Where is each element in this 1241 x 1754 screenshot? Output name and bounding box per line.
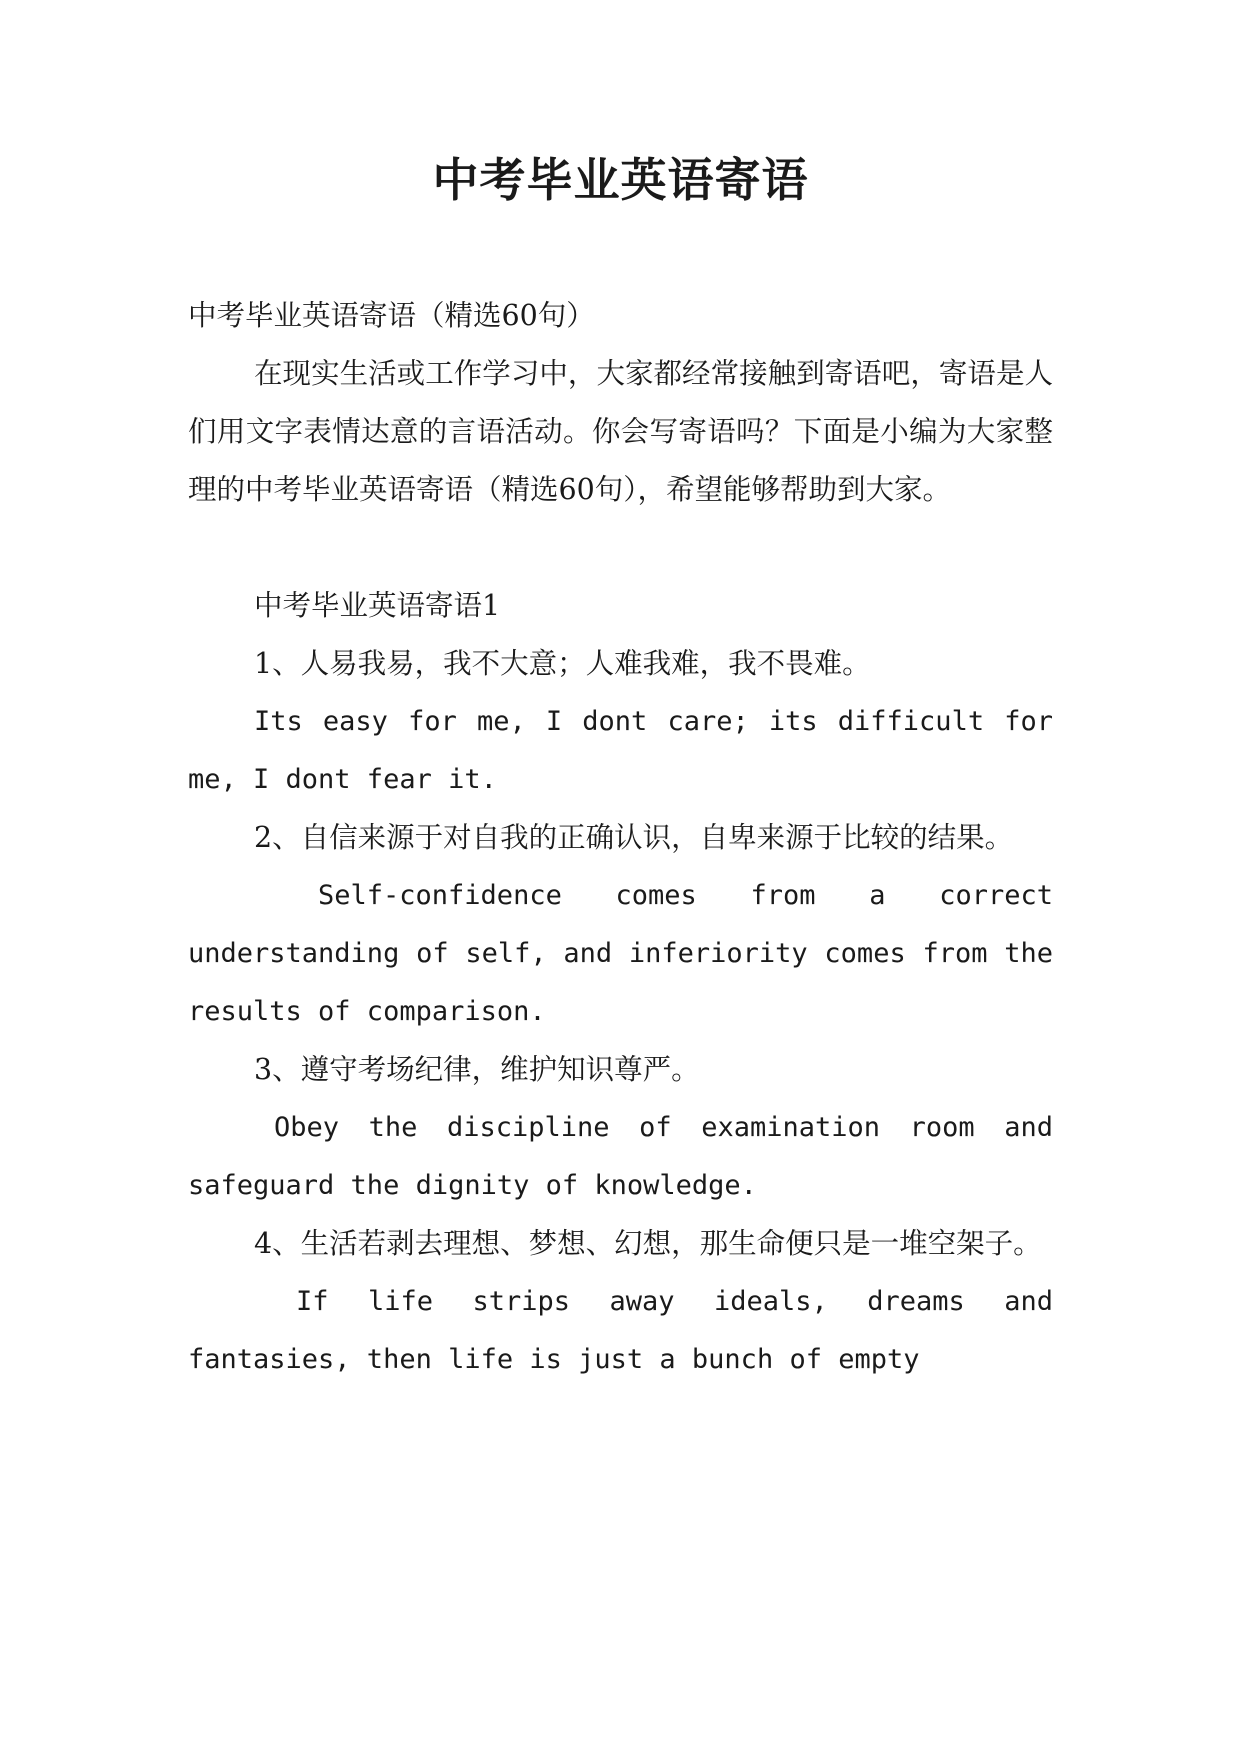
intro-paragraph: 在现实生活或工作学习中，大家都经常接触到寄语吧，寄语是人们用文字表情达意的言语活动。你会写寄语吗？下面是小编为大家整理的中考毕业英语寄语（精选60句），希望能够帮助到大家。 xyxy=(188,357,1053,506)
document-subtitle: 中考毕业英语寄语（精选60句） xyxy=(188,299,595,332)
item-3-english: Obey the discipline of examination room and safeguard the dignity of knowledge. xyxy=(188,1112,1053,1201)
document-title: 中考毕业英语寄语 xyxy=(432,153,809,207)
item-4-chinese: 4、生活若剥去理想、梦想、幻想，那生命便只是一堆空架子。 xyxy=(254,1227,1042,1260)
section-heading: 中考毕业英语寄语1 xyxy=(254,589,501,622)
item-1-chinese: 1、人易我易，我不大意；人难我难，我不畏难。 xyxy=(254,647,871,680)
item-4-english: If life strips away ideals, dreams and fantasies, then life is just a bunch of empty xyxy=(188,1286,1053,1375)
document-body xyxy=(188,287,1053,1389)
item-3-chinese: 3、遵守考场纪律，维护知识尊严。 xyxy=(254,1053,700,1086)
item-2-english: Self-confidence comes from a correct understanding of self, and inferiority comes from the results of comparison. xyxy=(188,880,1053,1027)
item-1-english: Its easy for me, I dont care; its difficult for me, I dont fear it. xyxy=(188,706,1053,795)
spacer xyxy=(188,519,1053,577)
item-2-chinese: 2、自信来源于对自我的正确认识，自卑来源于比较的结果。 xyxy=(254,821,1014,854)
